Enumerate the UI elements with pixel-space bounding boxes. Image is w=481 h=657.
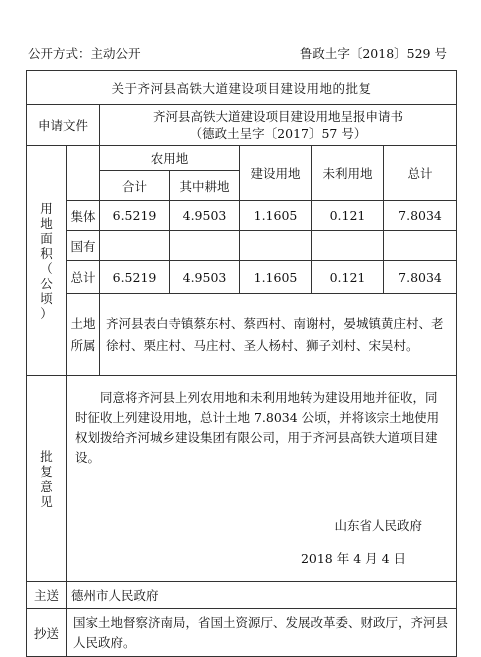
cell-construction: 1.1605 xyxy=(240,261,312,294)
main-recipient-label: 主送 xyxy=(27,582,67,609)
col-agricultural-land: 农用地 xyxy=(100,146,240,171)
col-total: 总计 xyxy=(384,146,457,201)
col-unused-land: 未利用地 xyxy=(312,146,384,201)
approval-label: 批 复 意 见 xyxy=(27,376,67,582)
col-arable-land: 其中耕地 xyxy=(170,171,240,201)
cell-construction xyxy=(240,231,312,261)
approval-opinion xyxy=(67,376,457,582)
application-line-1: 齐河县高铁大道建设项目建设用地呈报申请书 xyxy=(153,109,404,124)
table-row xyxy=(27,201,457,231)
application-line-2: （德政土呈字〔2017〕57 号） xyxy=(189,126,367,141)
cell-unused: 0.121 xyxy=(312,261,384,294)
table-row xyxy=(27,231,457,261)
approval-date: 2018 年 4 月 4 日 xyxy=(300,551,407,566)
cell-arable xyxy=(170,231,240,261)
application-label: 申请文件 xyxy=(27,105,100,146)
cc-value: 国家土地督察济南局，省国土资源厅、发展改革委、财政厅，齐河县人民政府。 xyxy=(67,609,457,657)
row-label-state: 国有 xyxy=(67,231,100,261)
cell-total xyxy=(384,231,457,261)
cell-unused: 0.121 xyxy=(312,201,384,231)
cell-agri-total: 6.5219 xyxy=(100,201,170,231)
header-blank-cell xyxy=(67,146,100,201)
cell-agri-total: 6.5219 xyxy=(100,261,170,294)
location-label: 土地 所属 xyxy=(67,294,100,376)
main-recipient-value: 德州市人民政府 xyxy=(67,582,457,609)
cell-unused xyxy=(312,231,384,261)
cell-arable: 4.9503 xyxy=(170,201,240,231)
document-number: 鲁政土字〔2018〕529 号 xyxy=(299,46,447,61)
cell-total: 7.8034 xyxy=(384,261,457,294)
row-label-total: 总计 xyxy=(67,261,100,294)
row-label-collective: 集体 xyxy=(67,201,100,231)
col-agri-subtotal: 合计 xyxy=(100,171,170,201)
disclosure-method: 公开方式：主动公开 xyxy=(28,46,141,61)
table-row xyxy=(27,261,457,294)
cell-agri-total xyxy=(100,231,170,261)
issuing-authority: 山东省人民政府 xyxy=(334,518,423,533)
application-document xyxy=(100,105,457,146)
approval-body: 同意将齐河县上列农用地和未利用地转为建设用地并征收，同时征收上列建设用地，总计土地 7.8034 公顷，并将该宗土地使用权划拨给齐河城乡建设集团有限公司，用于齐河县高铁大道项目建设。 xyxy=(75,390,440,465)
cell-arable: 4.9503 xyxy=(170,261,240,294)
land-area-label: 用 地 面 积 （ 公 顷 ） xyxy=(27,146,67,376)
document-title: 关于齐河县高铁大道建设项目建设用地的批复 xyxy=(27,71,457,105)
cell-total: 7.8034 xyxy=(384,201,457,231)
col-construction-land: 建设用地 xyxy=(240,146,312,201)
land-location-text: 齐河县表白寺镇蔡东村、蔡西村、南谢村，晏城镇黄庄村、老徐村、栗庄村、马庄村、圣人杨村、狮子刘村、宋吴村。 xyxy=(100,294,457,376)
cc-label: 抄送 xyxy=(27,609,67,657)
cell-construction: 1.1605 xyxy=(240,201,312,231)
approval-form-table xyxy=(26,70,457,657)
